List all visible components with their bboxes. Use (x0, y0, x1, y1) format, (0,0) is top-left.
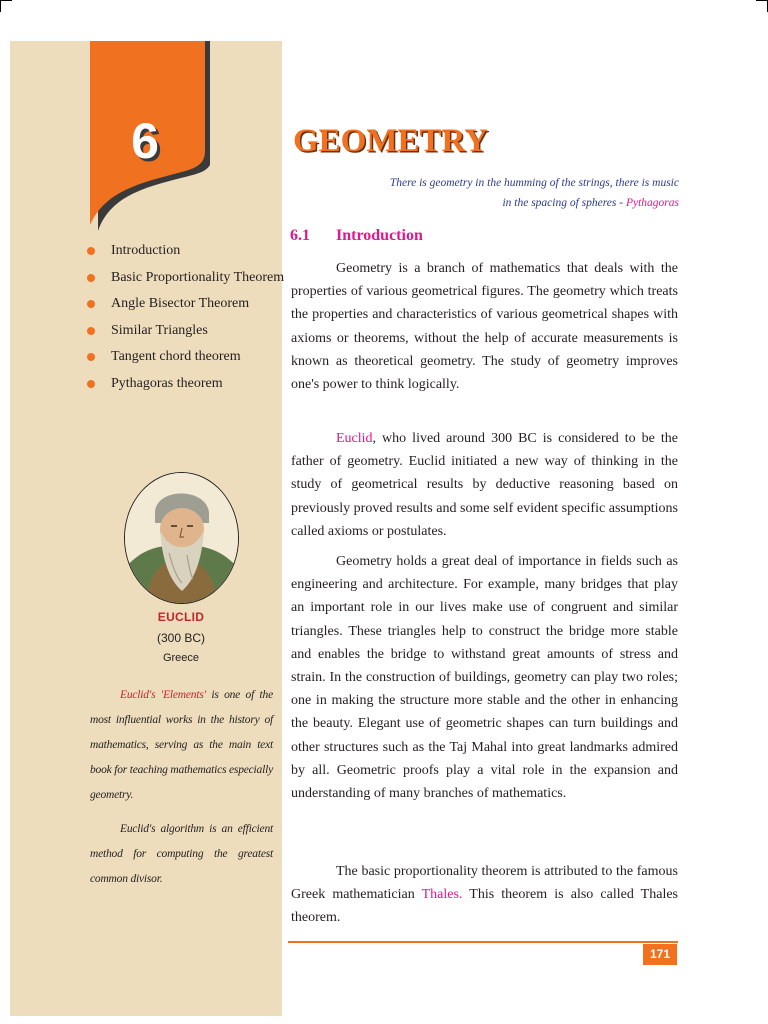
paragraph-thales-pre: The basic proportionality theorem is attributed to the famous Greek mathematician (291, 864, 678, 903)
crop-mark-top-left-h (0, 0, 12, 1)
epigraph-line-1: There is geometry in the humming of the strings, there is music (389, 177, 679, 189)
note-highlight: Euclid's 'Elements' (120, 689, 206, 701)
epigraph-line-2: in the spacing of spheres - (502, 197, 624, 209)
epigraph-author: Pythagoras (625, 197, 679, 209)
chapter-number: 6 (131, 113, 159, 169)
topic-item (86, 293, 291, 315)
bullet-icon (87, 247, 95, 255)
portrait-name: EUCLID (157, 610, 205, 624)
bullet-icon (87, 353, 95, 361)
bullet-icon (87, 300, 95, 308)
paragraph-thales-post: This theorem is also called Thales theorem. (291, 887, 678, 926)
topic-label: Angle Bisector Theorem (111, 296, 250, 311)
note-text: is one of the most influential works in the history of mathematics, serving as the main text book for teaching mathematics especially geometry. (90, 689, 273, 801)
paragraph-euclid (291, 427, 678, 543)
topic-item (86, 240, 291, 262)
paragraph-euclid-text: , who lived around 300 BC is considered to be the father of geometry. Euclid initiated a new way of thinking in the study of geometrical results by deductive reasoning based on previously proved results and some self evident specific assumptions called axioms or postulates. (291, 431, 678, 539)
topic-label: Similar Triangles (111, 322, 208, 338)
euclid-portrait-illustration (125, 473, 238, 603)
epigraph (300, 173, 679, 213)
section-title: Introduction (336, 227, 423, 244)
topic-label: Pythagoras theorem (111, 375, 223, 391)
bullet-icon (87, 380, 95, 388)
thales-name: Thales. (421, 887, 463, 903)
crop-mark-top-left-v (0, 0, 1, 12)
topic-label: Tangent chord theorem (111, 349, 241, 364)
sidebar-note-algorithm: Euclid's algorithm is an efficient method for computing the greatest common divisor. (90, 823, 273, 885)
euclid-portrait (124, 472, 239, 604)
portrait-place: Greece (162, 652, 200, 664)
paragraph-importance: Geometry holds a great deal of importance in fields such as engineering and architecture. For example, many bridges that play an important role in our lives make use of congruent and similar triangles. These triangles help to construct the bridge more stable and enables the bridge to withstand great amounts of stress and strain. In the construction of buildings, geometry can play two roles; one in making the structure more stable and the other in enhancing the beauty. Elegant use of geometric shapes can turn buildings and other structures such as the Taj Mahal into great landmarks admired by all. Geometric proofs play a vital role in the expansion and understanding of many branches of mathematics. (291, 554, 678, 802)
chapter-topics-list (86, 240, 291, 399)
paragraph-thales (291, 860, 678, 930)
footer-rule (288, 941, 678, 943)
portrait-dates: (300 BC) (156, 631, 206, 645)
euclid-name: Euclid (336, 431, 373, 446)
topic-item (86, 267, 291, 289)
section-heading (290, 227, 423, 245)
topic-item (86, 320, 291, 342)
chapter-title: GEOMETRY (293, 123, 489, 159)
bullet-icon (87, 327, 95, 335)
topic-label: Introduction (111, 243, 181, 258)
topic-item (86, 373, 291, 395)
section-number: 6.1 (290, 227, 310, 244)
topic-label: Basic Proportionality Theorem (111, 269, 285, 285)
page-number: 171 (643, 944, 677, 965)
topic-item (86, 346, 291, 368)
sidebar-note-elements (90, 683, 273, 808)
bullet-icon (87, 274, 95, 282)
paragraph-intro: Geometry is a branch of mathematics that deals with the properties of various geometrical figures. The geometry which treats the properties and characteristics of various geometrical shapes with axioms or theorems, without the help of accurate measurements is known as theoretical geometry. The study of geometry improves one's power to think logically. (291, 261, 678, 393)
